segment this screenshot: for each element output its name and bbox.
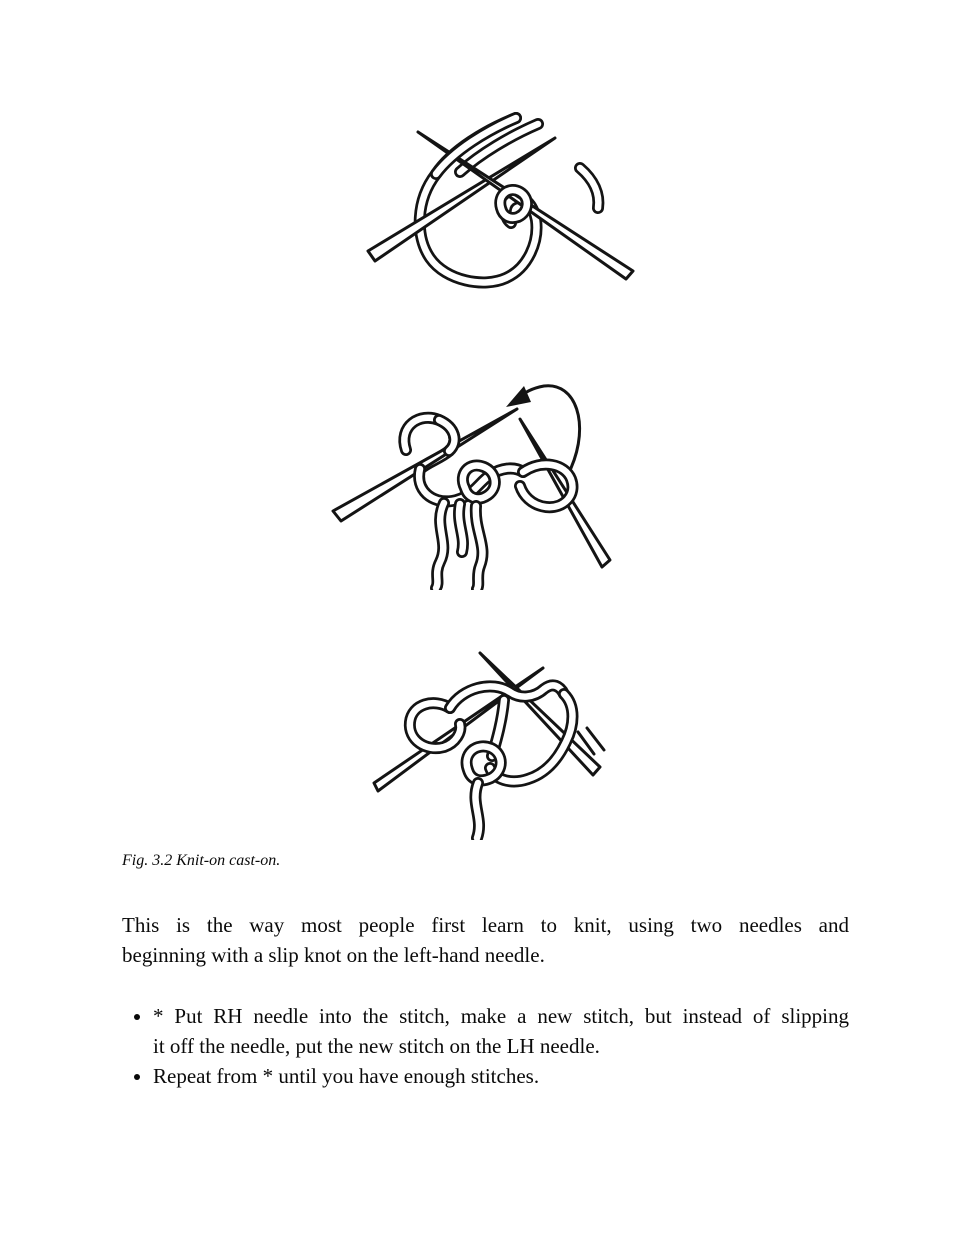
intro-paragraph [122, 910, 849, 970]
list-item [153, 1061, 849, 1091]
list-item [153, 1001, 849, 1061]
bullet-line: it off the needle, put the new stitch on the LH needle. [153, 1034, 600, 1058]
illustration-knit-on-cast-on-step-2 [318, 376, 644, 590]
paragraph-line: This is the way most people first learn to knit, using two needles and [122, 913, 849, 937]
bullet-line: • Repeat from * until you have enough stitches. [153, 1064, 540, 1088]
right-hand-needle [520, 419, 610, 567]
bullet-line: • * Put RH needle into the stitch, make a new stitch, but instead of slipping [153, 1004, 849, 1028]
paragraph-line: beginning with a slip knot on the left-hand needle. [122, 943, 545, 967]
illustration-knit-on-cast-on-step-1 [366, 112, 658, 292]
illustration-knit-on-cast-on-step-3 [352, 642, 684, 840]
arrowhead [506, 386, 531, 407]
figure-caption: Fig. 3.2 Knit-on cast-on. [122, 852, 281, 869]
yarn-tangle [419, 420, 572, 589]
instruction-list [122, 1001, 849, 1091]
